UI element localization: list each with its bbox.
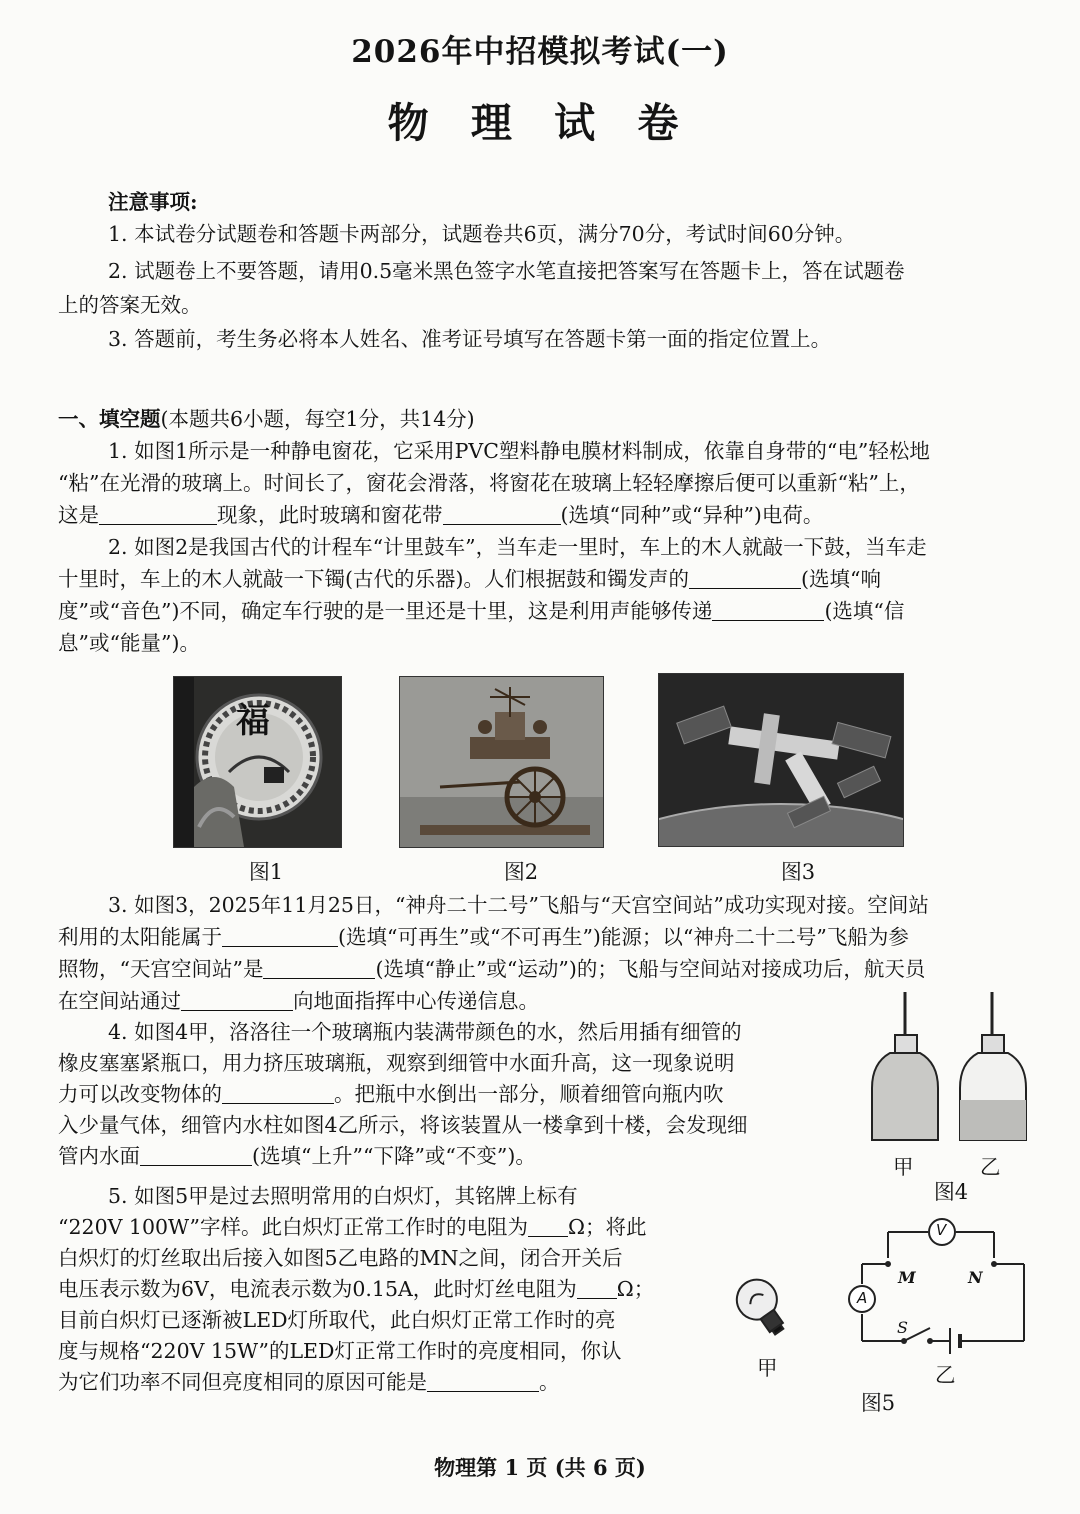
exam-title: 2026年中招模拟考试(一) — [351, 34, 729, 70]
figure-2-photo — [399, 676, 604, 848]
q2-text-c: 度”或“音色”)不同，确定车行驶的是一里还是十里，这是利用声能够传递 — [58, 599, 713, 623]
q3-blank-3[interactable] — [181, 990, 293, 1011]
q3-line3 — [58, 954, 925, 985]
q2-text-d: (选填“信 — [824, 599, 905, 623]
q3-line1: 3. 如图3，2025年11月25日，“神舟二十二号”飞船与“天宫空间站”成功实现对接。空间站 — [108, 893, 929, 917]
q1-blank-1[interactable] — [99, 504, 217, 525]
q2-blank-2[interactable] — [712, 600, 824, 621]
figure-4-bottles — [860, 990, 1040, 1150]
figure-5-label-b: 乙 — [935, 1363, 956, 1387]
q3-line4 — [58, 986, 539, 1017]
q5-text-a: “220V 100W”字样。此白炽灯正常工作时的电阻为 — [58, 1215, 528, 1239]
figure-1-photo — [173, 676, 342, 848]
q4-text-b: 。把瓶中水倒出一部分，顺着细管向瓶内吹 — [334, 1082, 724, 1106]
q5-line1: 5. 如图5甲是过去照明常用的白炽灯，其铭牌上标有 — [108, 1184, 578, 1208]
q2-text-a: 十里时，车上的木人就敲一下镯(古代的乐器)。人们根据鼓和镯发声的 — [58, 567, 689, 591]
space-station-image — [659, 674, 903, 846]
section-heading — [58, 404, 475, 435]
q5-line2 — [58, 1212, 647, 1243]
q5-blank-1[interactable] — [528, 1216, 568, 1237]
q5-line3: 白炽灯的灯丝取出后接入如图5乙电路的MN之间，闭合开关后 — [58, 1246, 623, 1270]
figure-1-caption: 图1 — [248, 860, 284, 884]
figure-3-photo — [658, 673, 904, 847]
q5-text-f: 。 — [539, 1370, 560, 1394]
q5-text-b: Ω；将此 — [568, 1215, 647, 1239]
q1-line3 — [58, 500, 823, 531]
q2-line2 — [58, 564, 881, 595]
ammeter-label: A — [857, 1289, 868, 1307]
q5-line7 — [58, 1367, 560, 1398]
q5-line4 — [58, 1274, 654, 1305]
figure-2-caption: 图2 — [503, 860, 539, 884]
q1-text-b: 现象，此时玻璃和窗花带 — [217, 503, 443, 527]
notes-heading: 注意事项: — [108, 190, 198, 214]
q5-text-d: Ω； — [616, 1277, 655, 1301]
q4-line2: 橡皮塞塞紧瓶口，用力挤压玻璃瓶，观察到细管中水面升高，这一现象说明 — [58, 1051, 735, 1075]
figure-4-label-b: 乙 — [980, 1155, 1001, 1179]
q5-blank-2[interactable] — [577, 1278, 617, 1299]
q2-line3 — [58, 596, 904, 627]
q3-blank-2[interactable] — [263, 958, 375, 979]
drum-cart-image — [400, 677, 603, 847]
q3-text-a: 利用的太阳能属于 — [58, 925, 222, 949]
q1-line1: 1. 如图1所示是一种静电窗花，它采用PVC塑料静电膜材料制成，依靠自身带的“电”轻松地 — [108, 439, 930, 463]
node-n-label: N — [968, 1268, 983, 1287]
q2-blank-1[interactable] — [689, 568, 801, 589]
q4-line5 — [58, 1141, 536, 1172]
q2-line1: 2. 如图2是我国古代的计程车“计里鼓车”，当车走一里时，车上的木人就敲一下鼓，当车走 — [108, 535, 927, 559]
q3-text-f: 向地面指挥中心传递信息。 — [293, 989, 539, 1013]
q3-text-d: (选填“静止”或“运动”)的；飞船与空间站对接成功后，航天员 — [375, 957, 926, 981]
q1-text-c: (选填“同种”或“异种”)电荷。 — [560, 503, 824, 527]
q1-blank-2[interactable] — [443, 504, 561, 525]
note-3: 3. 答题前，考生务必将本人姓名、准考证号填写在答题卡第一面的指定位置上。 — [108, 327, 832, 351]
figure-5-caption: 图5 — [860, 1391, 896, 1415]
q3-text-e: 在空间站通过 — [58, 989, 181, 1013]
q3-blank-1[interactable] — [222, 926, 338, 947]
switch-label: S — [897, 1318, 908, 1337]
subject-title: 物 理 试 卷 — [387, 99, 693, 147]
q1-line2: “粘”在光滑的玻璃上。时间长了，窗花会滑落，将窗花在玻璃上轻轻摩擦后便可以重新“粘”上， — [58, 471, 920, 495]
q4-blank-2[interactable] — [140, 1145, 252, 1166]
q2-line4: 息”或“能量”)。 — [58, 631, 200, 655]
q3-text-c: 照物，“天宫空间站”是 — [58, 957, 264, 981]
incandescent-bulb-icon — [722, 1272, 802, 1342]
q5-text-e: 为它们功率不同但亮度相同的原因可能是 — [58, 1370, 427, 1394]
q5-text-c: 电压表示数为6V，电流表示数为0.15A，此时灯丝电阻为 — [58, 1277, 577, 1301]
note-2a: 2. 试题卷上不要答题，请用0.5毫米黑色签字水笔直接把答案写在答题卡上，答在试题卷 — [108, 259, 905, 283]
q3-line2 — [58, 922, 909, 953]
q4-line3 — [58, 1079, 724, 1110]
figure-4-caption: 图4 — [933, 1180, 969, 1204]
figure-3-caption: 图3 — [780, 860, 816, 884]
q4-blank-1[interactable] — [222, 1083, 334, 1104]
q4-text-a: 力可以改变物体的 — [58, 1082, 222, 1106]
q5-blank-3[interactable] — [427, 1371, 539, 1392]
q4-text-d: (选填“上升”“下降”或“不变”)。 — [252, 1144, 536, 1168]
figure-5-label-a: 甲 — [757, 1356, 778, 1380]
q2-text-b: (选填“响 — [801, 567, 881, 591]
note-2b: 上的答案无效。 — [58, 293, 202, 317]
figure-4-label-a: 甲 — [893, 1155, 914, 1179]
fu-character: 福 — [236, 701, 270, 741]
q4-text-c: 管内水面 — [58, 1144, 140, 1168]
q1-text-a: 这是 — [58, 503, 99, 527]
q4-line4: 入少量气体，细管内水柱如图4乙所示，将该装置从一楼拿到十楼，会发现细 — [58, 1113, 748, 1137]
q5-line6: 度与规格“220V 15W”的LED灯正常工作时的亮度相同，你认 — [58, 1339, 622, 1363]
page-footer: 物理第 1 页 (共 6 页) — [434, 1455, 646, 1480]
node-m-label: M — [898, 1268, 916, 1287]
q5-line5: 目前白炽灯已逐渐被LED灯所取代，此白炽灯正常工作时的亮 — [58, 1308, 616, 1332]
section-heading-note: (本题共6小题，每空1分，共14分) — [160, 407, 475, 431]
section-heading-label: 一、填空题 — [58, 407, 161, 431]
note-1: 1. 本试卷分试题卷和答题卡两部分，试题卷共6页，满分70分，考试时间60分钟。 — [108, 222, 856, 246]
voltmeter-label: V — [936, 1221, 947, 1239]
q4-line1: 4. 如图4甲，洛洛往一个玻璃瓶内装满带颜色的水，然后用插有细管的 — [108, 1020, 742, 1044]
q3-text-b: (选填“可再生”或“不可再生”)能源；以“神舟二十二号”飞船为参 — [338, 925, 909, 949]
